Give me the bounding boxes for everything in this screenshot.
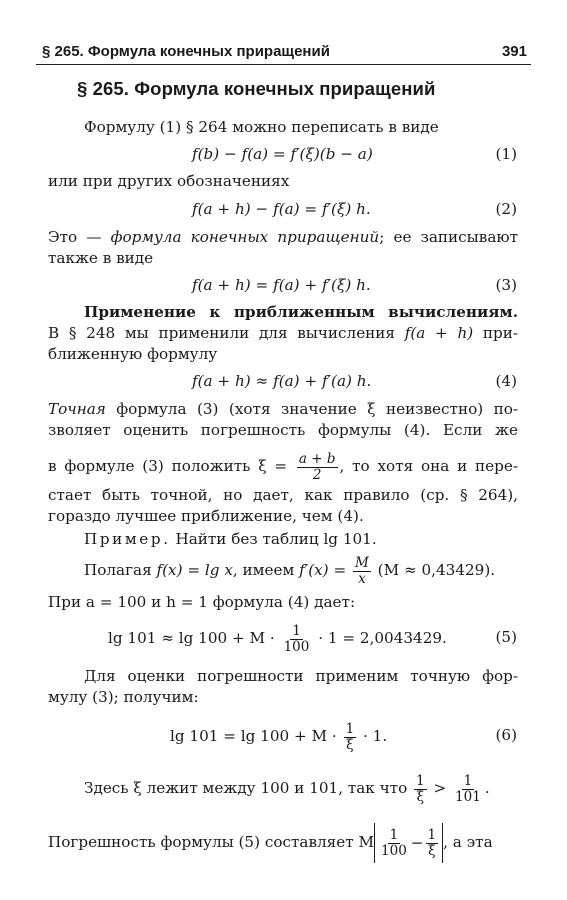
denominator: 101 <box>455 788 481 805</box>
fraction-1-over-xi <box>414 774 427 803</box>
text: в формуле (3) положить ξ = <box>48 457 295 475</box>
word-exact: Точная <box>48 400 106 418</box>
text: lg 101 = lg 100 + M · <box>170 727 342 745</box>
text: Погрешность формулы (5) составляет M <box>48 833 375 851</box>
example-heading <box>84 530 377 548</box>
fraction-1-over-100 <box>282 624 312 653</box>
paragraph-error-line2: мулу (3); получим: <box>48 688 199 706</box>
section-title: § 265. Формула конечных приращений <box>77 78 436 99</box>
text: Это — <box>48 228 111 246</box>
text: В § 248 мы применили для вычисления <box>48 324 405 342</box>
denominator: ξ <box>346 736 354 753</box>
paragraph-intro: Формулу (1) § 264 можно переписать в виде <box>84 118 439 136</box>
paragraph-definition-line1 <box>48 228 518 246</box>
paragraph-setting-f <box>84 552 495 588</box>
numerator: 1 <box>463 773 473 790</box>
text: Здесь ξ лежит между 100 и 101, так что <box>84 779 413 797</box>
running-header <box>36 38 531 65</box>
page-number: 391 <box>501 43 527 60</box>
denominator: 100 <box>283 638 310 655</box>
paragraph-exact-line1 <box>48 400 518 418</box>
paragraph-approx-line2 <box>48 324 518 342</box>
absolute-value <box>374 823 443 863</box>
text: lg 101 ≈ lg 100 + M · <box>108 629 280 647</box>
denominator: ξ <box>428 842 436 859</box>
numerator: M <box>355 555 369 572</box>
text: , а эта <box>443 833 493 851</box>
formula-3: f(a + h) = f(a) + f′(ξ) h. <box>192 276 371 294</box>
paragraph-exact-line3 <box>48 448 518 484</box>
text: · 1. <box>358 727 388 745</box>
numerator: 1 <box>292 623 301 640</box>
formula-6-number: (6) <box>495 726 517 744</box>
expr-f-a-h: f(a + h) <box>404 324 474 342</box>
formula-2: f(a + h) − f(a) = f′(ξ) h. <box>192 200 371 218</box>
fraction-1-over-101 <box>453 774 483 803</box>
paragraph-given-values: При a = 100 и h = 1 формула (4) дает: <box>48 593 356 611</box>
numerator: 1 <box>427 827 437 844</box>
paragraph-xi-bounds <box>84 770 490 806</box>
expr-fpx: f′(x) = <box>299 561 351 579</box>
formula-6 <box>170 718 387 754</box>
paragraph-exact-line2: зволяет оценить погрешность формулы (4). Если же <box>48 421 518 439</box>
subheading-approx: Применение к приближенным вычислениям. <box>84 303 518 321</box>
numerator: 1 <box>389 827 399 844</box>
paragraph-exact-line5: гораздо лучшее приближение, чем (4). <box>48 507 364 525</box>
formula-1-number: (1) <box>495 145 517 163</box>
expr-fx: f(x) = lg x <box>156 561 233 579</box>
fraction-1-over-100 <box>379 828 409 857</box>
fraction-m-over-x <box>353 556 371 585</box>
formula-3-number: (3) <box>495 276 517 294</box>
paragraph-error-bound <box>48 822 493 862</box>
text: Полагая <box>84 561 157 579</box>
example-label: Пример. <box>84 530 171 548</box>
formula-5 <box>108 620 447 656</box>
denominator: 100 <box>381 842 407 859</box>
denominator: 2 <box>312 466 322 483</box>
fraction-1-over-xi <box>426 828 439 857</box>
running-header-title: § 265. Формула конечных приращений <box>42 43 330 60</box>
text: при- <box>473 324 518 342</box>
text: > <box>428 779 452 797</box>
text: , то хотя она и пере- <box>339 457 518 475</box>
denominator: x <box>358 570 366 587</box>
formula-4: f(a + h) ≈ f(a) + f′(a) h. <box>192 372 372 390</box>
numerator: 1 <box>345 721 355 738</box>
text: − <box>410 834 424 852</box>
text: (M ≈ 0,43429). <box>372 561 496 579</box>
formula-2-number: (2) <box>495 200 517 218</box>
formula-1: f(b) − f(a) = f′(ξ)(b − a) <box>192 145 373 163</box>
paragraph-other-notation: или при других обозначениях <box>48 172 290 190</box>
text: ; ее записывают <box>379 228 518 246</box>
text: · 1 = 2,0043429. <box>313 629 447 647</box>
formula-4-number: (4) <box>495 372 517 390</box>
paragraph-definition-line2: также в виде <box>48 249 154 267</box>
formula-5-number: (5) <box>495 628 517 646</box>
numerator: a + b <box>298 451 336 468</box>
text: , имеем <box>232 561 300 579</box>
paragraph-approx-line3: ближенную формулу <box>48 345 218 363</box>
text: Найти без таблиц lg 101. <box>170 530 377 548</box>
fraction-1-over-xi <box>344 722 357 751</box>
text: формула (3) (хотя значение ξ неизвестно) по- <box>105 400 518 418</box>
term-emphasis: формула конечных приращений <box>110 228 380 246</box>
numerator: 1 <box>416 773 425 790</box>
fraction-a-plus-b-over-2 <box>297 452 338 481</box>
paragraph-error-line1: Для оценки погрешности применим точную фор- <box>84 667 518 685</box>
text: . <box>484 779 490 797</box>
denominator: ξ <box>416 788 425 805</box>
paragraph-exact-line4: стает быть точной, но дает, как правило (ср. § 264), <box>48 486 518 504</box>
